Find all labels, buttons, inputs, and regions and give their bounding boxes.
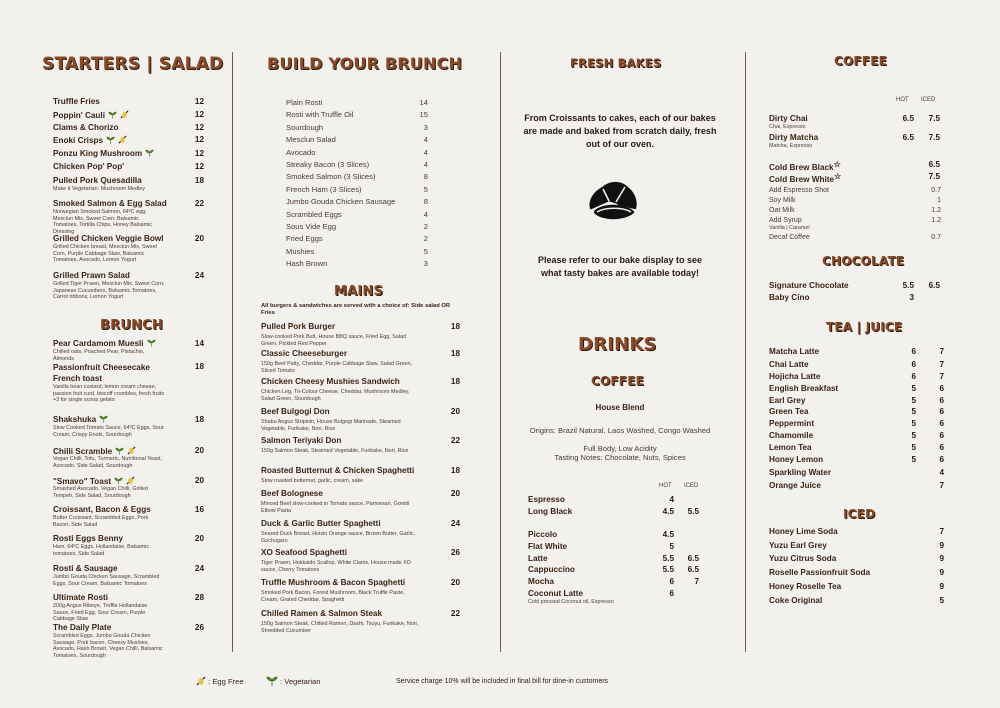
iced-price: 5.5 <box>687 507 699 516</box>
house-blend: House Blend <box>595 403 645 412</box>
iced-price: 6 <box>939 419 944 428</box>
menu-item-price: 12 <box>194 149 204 158</box>
menu-item-price: 22 <box>450 436 460 445</box>
menu-item-description: 150g Salmon Steak, Steamed Vegetable, Furikake, Nori, Rice <box>261 448 409 454</box>
menu-item-name: Flat White <box>528 542 568 551</box>
iced-price: 6 <box>939 396 944 405</box>
menu-item-name: Chilli Scramble <box>53 446 136 456</box>
coffee-title: COFFEE <box>834 54 887 68</box>
menu-item-name: Orange Juice <box>769 481 821 490</box>
hot-price: 5 <box>669 542 674 551</box>
menu-item-description: Ham, 64ºC Eggs, Hollandaise, Balsamic tomatoes, Side Salad <box>53 544 150 557</box>
menu-item-description: 150g Beef Patty, Cheddar, Purple Cabbage Slaw, Salad Green, Sliced Tomato <box>261 361 412 374</box>
addon-name: Decaf Coffee <box>769 234 810 241</box>
menu-item-name: Salmon Teriyaki Don <box>261 436 342 445</box>
egg-free-icon <box>120 110 129 119</box>
iced-price: 6 <box>939 407 944 416</box>
hot-price: 4.5 <box>662 530 674 539</box>
menu-item-price: 9 <box>939 554 944 563</box>
menu-item-price: 16 <box>194 505 204 514</box>
menu-item-name: Rosti with Truffle Oil <box>286 110 354 120</box>
menu-item-name: Espresso <box>528 495 565 504</box>
vegetarian-icon <box>115 447 124 455</box>
menu-item-price: 14 <box>194 339 204 348</box>
star-icon: ☆ <box>834 172 842 181</box>
menu-item-description: Jumbo Gouda Chicken Sausage, Scrambled Eggs, Sour Cream, Balsamic Tomatoes <box>53 574 160 587</box>
menu-item-name: Peppermint <box>769 419 815 428</box>
menu-item-price: 26 <box>450 548 460 557</box>
iced-price: 7 <box>939 360 944 369</box>
menu-item-price: 4 <box>423 147 428 157</box>
addon-price: 1.2 <box>931 217 941 224</box>
menu-item-name: Signature Chocolate <box>769 281 849 290</box>
menu-item-description: Vanilla bean custard, lemon cream cheese, passion fruit curd, biscoff crumbles, fresh fruits +3 for single scoop gelato <box>53 384 165 404</box>
menu-item-price: 20 <box>194 476 204 485</box>
menu-item-name: Cappuccino <box>528 565 575 574</box>
menu-item-name: Chilled Ramen & Salmon Steak <box>261 609 383 618</box>
menu-item-name: Yuzu Earl Grey <box>769 541 827 550</box>
menu-item-description: Norwegian Smoked Salmon, 64ºC egg, Mesclun Mix, Sweet Corn, Balsamic Tomatoes, Tortilla Chips, Honey Balsamic Dressing <box>53 209 153 235</box>
menu-item-name: Chamomile <box>769 431 814 440</box>
menu-item-name: Dirty Chai <box>769 114 808 123</box>
hot-price: 3 <box>909 293 914 302</box>
drinks-coffee-title: COFFEE <box>591 374 644 388</box>
menu-item-name: Passionfruit Cheesecake French toast <box>53 363 150 383</box>
menu-item-name: Roselle Passionfruit Soda <box>769 568 871 577</box>
hot-header: HOT <box>659 483 672 489</box>
menu-item-description: Tiger Prawn, Hokkaido Scallop, White Clams, House made XO sauce, Cherry Tomatoes <box>261 560 411 573</box>
menu-item-description: Minced Beef slow-cooked in Tomato sauce, Parmesan, Gomiti Elbow Pasta <box>261 501 410 514</box>
hot-price: 5 <box>911 396 916 405</box>
menu-item-name: Smoked Salmon (3 Slices) <box>286 172 376 182</box>
menu-item-name: Green Tea <box>769 407 809 416</box>
iced-price: 7 <box>939 372 944 381</box>
menu-item-price: 28 <box>194 593 204 602</box>
menu-item-price: 20 <box>450 578 460 587</box>
menu-item-name: Latte <box>528 554 548 563</box>
menu-item-price: 4 <box>423 135 428 145</box>
iced-price: 6.5 <box>928 281 940 290</box>
hot-price: 5.5 <box>662 554 674 563</box>
hot-price: 6 <box>911 347 916 356</box>
menu-item-name: Mesclun Salad <box>286 135 336 145</box>
menu-item-name: Shakshuka <box>53 415 108 424</box>
menu-item-name: Coke Original <box>769 596 823 605</box>
hot-price: 6.5 <box>902 114 914 123</box>
menu-item-price: 14 <box>419 98 428 107</box>
menu-item-price: 7 <box>939 527 944 536</box>
menu-item-name: Yuzu Citrus Soda <box>769 554 837 563</box>
drinks-title: DRINKS <box>578 334 657 355</box>
menu-item-name: The Daily Plate <box>53 623 112 632</box>
menu-item-description: Chai, Espresso <box>769 124 806 130</box>
menu-item-name: French Ham (3 Slices) <box>286 184 362 194</box>
menu-item-name: Grilled Chicken Veggie Bowl <box>53 234 164 243</box>
addon-name: Add Espresso Shot <box>769 187 829 194</box>
hot-price: 6.5 <box>902 133 914 142</box>
menu-item-price: 12 <box>194 110 204 119</box>
hot-price: 5.5 <box>902 281 914 290</box>
menu-item-price: 24 <box>194 564 204 573</box>
menu-item-description: Chilled oats, Poached Pear, Pistachio, Almonds <box>53 349 145 362</box>
iced-title: ICED <box>843 507 876 521</box>
menu-item-name: Streaky Bacon (3 Slices) <box>286 160 370 169</box>
menu-item-price: 18 <box>450 466 460 475</box>
menu-item-name: Croissant, Bacon & Eggs <box>53 505 151 514</box>
iced-price: 6 <box>939 443 944 452</box>
menu-item-price: 18 <box>450 349 460 358</box>
hot-price: 5 <box>911 443 916 452</box>
vegetarian-icon <box>147 339 156 347</box>
menu-item-name: Hash Brown <box>286 259 328 269</box>
menu-item-name: Poppin' Cauli <box>53 110 129 120</box>
iced-price: 7.5 <box>928 114 940 123</box>
menu-item-name: Chicken Cheesy Mushies Sandwich <box>261 377 400 386</box>
iced-price: 6.5 <box>687 565 699 574</box>
menu-item-price: 20 <box>194 534 204 543</box>
menu-item-price: 9 <box>939 541 944 550</box>
hot-header: HOT <box>896 97 909 103</box>
tasting-notes: Tasting Notes: Chocolate, Nuts, Spices <box>554 453 686 462</box>
coffee-origins: Origins: Brazil Natural, Laos Washed, Congo Washed <box>529 426 711 435</box>
menu-item-price: 20 <box>450 489 460 498</box>
menu-item-name: Honey Lime Soda <box>769 527 838 536</box>
croissant-icon <box>585 174 641 226</box>
menu-item-name: Cold Brew Black☆ <box>769 160 841 172</box>
menu-item-price: 4 <box>423 209 428 219</box>
menu-item-price: 5 <box>423 246 428 256</box>
menu-item-price: 12 <box>194 97 204 106</box>
menu-item-price: 5 <box>423 184 428 194</box>
starters-title: STARTERS | SALAD <box>42 54 224 74</box>
menu-item-name: Mocha <box>528 577 554 586</box>
addon-name: Soy Milk <box>769 197 796 204</box>
build-title: BUILD YOUR BRUNCH <box>267 54 463 73</box>
vegetarian-icon <box>114 477 123 485</box>
hot-price: 5 <box>911 384 916 393</box>
menu-item-description: 150g Salmon Steak, Chilled Ramen, Dashi, Tsuyu, Furikake, Nori, Shredded Cucumber <box>261 621 419 634</box>
menu-item-price: 18 <box>194 415 204 424</box>
menu-item-price: 5 <box>939 596 944 605</box>
menu-item-price: 20 <box>194 446 204 455</box>
hot-price: 6 <box>669 589 674 598</box>
iced-header: ICED <box>684 483 699 489</box>
menu-item-name: Coconut Latte <box>528 589 584 598</box>
menu-item-name: Dirty Matcha <box>769 133 819 142</box>
iced-price: 7 <box>939 481 944 490</box>
menu-item-name: Earl Grey <box>769 396 806 405</box>
menu-item-price: 9 <box>939 582 944 591</box>
iced-price: 7 <box>939 347 944 356</box>
menu-item-price: 8 <box>423 172 428 182</box>
menu-item-description: Seared Duck Breast, Hoisin Orange sauce, Brown Butter, Garlic, Gochugaru <box>261 531 416 544</box>
menu-item-name: Truffle Fries <box>53 97 100 106</box>
menu-item-name: Sparkling Water <box>769 468 832 477</box>
iced-price: 6.5 <box>687 554 699 563</box>
menu-item-price: 18 <box>194 176 204 185</box>
hot-price: 6 <box>669 577 674 586</box>
iced-price: 7 <box>694 577 699 586</box>
mains-note: All burgers & sandwiches are served with a choice of: Side salad OR Fries <box>261 303 451 316</box>
iced-price: 4 <box>939 468 944 477</box>
menu-item-name: Rosti Eggs Benny <box>53 534 124 543</box>
menu-item-description: Grilled Chicken breast, Mesclun Mix, Sweet Corn, Purple Cabbage Slaw, Balsamic Tomatoes, Avocado, Lemon Yogurt <box>53 244 157 264</box>
hot-price: 4 <box>669 495 674 504</box>
iced-price: 6 <box>939 384 944 393</box>
hot-price: 5 <box>911 455 916 464</box>
column-divider <box>745 52 746 652</box>
menu-item-name: Avocado <box>286 147 316 157</box>
hot-price: 5.5 <box>662 565 674 574</box>
addon-name: Add Syrup <box>769 217 802 224</box>
vegetarian-icon <box>106 136 115 144</box>
menu-item-name: Grilled Prawn Salad <box>53 271 130 280</box>
addon-description: Vanilla | Caramel <box>769 225 810 231</box>
menu-item-name: Enoki Crisps <box>53 135 127 145</box>
menu-item-price: 20 <box>194 234 204 243</box>
menu-item-price: 2 <box>423 222 428 231</box>
menu-item-name: "Smavo" Toast <box>53 476 135 486</box>
vegetarian-icon <box>266 676 278 686</box>
menu-item-name: Mushies <box>286 246 315 256</box>
menu-item-price: 18 <box>450 322 460 331</box>
hot-price: 6 <box>911 372 916 381</box>
menu-item-name: Clams & Chorizo <box>53 123 119 132</box>
menu-item-price: 18 <box>450 377 460 386</box>
menu-item-name: Long Black <box>528 507 573 516</box>
egg-free-label: : Egg Free <box>208 677 244 686</box>
star-icon: ☆ <box>833 160 841 169</box>
tea-title: TEA | JUICE <box>826 320 903 334</box>
iced-price: 6 <box>939 455 944 464</box>
menu-item-price: 18 <box>194 362 204 371</box>
egg-free-icon <box>196 676 206 686</box>
menu-item-name: Smoked Salmon & Egg Salad <box>53 199 167 208</box>
menu-item-description: Vegan Chilli, Tofu, Turmeric, Nutritional Yeast, Avocado, Side Salad, Sourdough <box>53 456 162 469</box>
hot-price: 6 <box>911 360 916 369</box>
addon-price: 0.7 <box>931 187 941 194</box>
hot-price: 5 <box>911 431 916 440</box>
menu-item-description: Scrambled Eggs, Jumbo Gouda Chicken Sausage, Pork bacon, Cheesy Mushies, Avocado, Hash Brown, Vegan Chilli, Balsamic Tomatoes, Sourdough <box>53 633 163 659</box>
hot-price: 5 <box>911 419 916 428</box>
menu-item-name: Ponzu King Mushroom <box>53 149 154 158</box>
menu-item-description: Make it Vegetarian: Mushroom Medley <box>53 186 145 192</box>
bakes-display-text: Please refer to our bake display to see what tasty bakes are available today! <box>537 255 703 278</box>
iced-price: 6 <box>939 431 944 440</box>
menu-item-name: Honey Lemon <box>769 455 824 464</box>
menu-item-price: 3 <box>423 122 428 132</box>
menu-item-name: Rosti & Sausage <box>53 564 118 573</box>
footer-legend <box>196 676 321 686</box>
menu-item-description: Slow-cooked Pork Butt, House BBQ sauce, Fried Egg, Salad Green, Pickled Red Pepper <box>261 334 407 347</box>
menu-item-name: Cold Brew White☆ <box>769 172 842 184</box>
menu-item-name: Matcha Latte <box>769 347 820 356</box>
vegetarian-icon <box>108 111 117 119</box>
menu-item-name: Classic Cheeseburger <box>261 349 348 358</box>
brunch-title: BRUNCH <box>100 318 163 333</box>
menu-item-name: Baby Cino <box>769 293 810 302</box>
menu-item-name: Duck & Garlic Butter Spaghetti <box>261 519 381 528</box>
menu-item-price: 20 <box>450 407 460 416</box>
menu-item-price: 24 <box>450 519 460 528</box>
menu-item-price: 15 <box>419 110 428 120</box>
addon-price: 1.2 <box>931 207 941 214</box>
vegetarian-icon <box>99 415 108 423</box>
menu-item-name: Hojicha Latte <box>769 372 821 381</box>
menu-item-name: Beef Bolognese <box>261 489 323 498</box>
menu-item-name: Pulled Pork Burger <box>261 322 336 331</box>
menu-item-name: Sous Vide Egg <box>286 222 337 231</box>
vegetarian-icon <box>145 149 154 157</box>
menu-item-description: Chicken Leg, Tri-Colour Cheese, Cheddar, Mushroom Medley, Salad Green, Sourdough <box>261 389 410 402</box>
iced-price: 6.5 <box>928 160 940 169</box>
addon-price: 0.7 <box>931 234 941 241</box>
menu-item-description: Matcha, Espresso <box>769 143 813 149</box>
menu-item-description: Grilled Tiger Prawn, Mesclun Mix, Sweet Corn, Japanese Cucumbers, Balsamic Tomatoes, Carrot ribbons, Lemon Yogurt <box>53 281 165 301</box>
vegetarian-label: : Vegetarian <box>279 677 321 686</box>
service-charge-note: Service charge 10% will be included in final bill for dine-in customers <box>396 678 609 685</box>
menu-item-name: Roasted Butternut & Chicken Spaghetti <box>261 466 415 475</box>
menu-item-price: 24 <box>194 271 204 280</box>
menu-item-price: 22 <box>194 199 204 208</box>
column-divider <box>500 52 501 652</box>
menu-item-price: 2 <box>423 234 428 244</box>
bakes-text: From Croissants to cakes, each of our bakes are made and baked from scratch daily, fresh out of our oven. <box>523 113 717 149</box>
menu-item-price: 8 <box>423 197 428 207</box>
menu-item-description: Smashed Avocado, Vegan Chilli, Grilled Tempeh, Side Salad, Sourdough <box>53 486 148 499</box>
menu-item-price: 4 <box>423 160 428 169</box>
menu-item-name: Honey Roselle Tea <box>769 582 842 591</box>
egg-free-icon <box>127 446 136 455</box>
menu-item-name: Chicken Pop' Pop' <box>53 162 125 171</box>
menu-item-name: Pear Cardamom Muesli <box>53 339 156 348</box>
menu-item-name: XO Seafood Spaghetti <box>261 548 347 557</box>
menu-item-name: English Breakfast <box>769 384 839 393</box>
addon-name: Oat Milk <box>769 207 795 214</box>
hot-price: 5 <box>911 407 916 416</box>
menu-item-name: Fried Eggs <box>286 234 323 244</box>
menu-item-name: Piccolo <box>528 530 558 539</box>
menu-item-price: 12 <box>194 135 204 144</box>
menu-item-name: Jumbo Gouda Chicken Sausage <box>286 197 396 207</box>
menu-item-price: 12 <box>194 123 204 132</box>
bakes-title: FRESH BAKES <box>570 56 662 70</box>
menu-item-price: 22 <box>450 609 460 618</box>
iced-header: ICED <box>921 97 936 103</box>
menu-item-description: Slow roasted butternut, garlic, cream, sake <box>261 478 364 484</box>
menu-item-description: Slow Cooked Tomato Sauce, 64ºC Eggs, Sour Cream, Crispy Enoki, Sourdough <box>53 425 164 438</box>
menu-item-name: Truffle Mushroom & Bacon Spaghetti <box>261 578 406 587</box>
iced-price: 7.5 <box>928 133 940 142</box>
chocolate-title: CHOCOLATE <box>822 254 905 268</box>
menu-item-name: Pulled Pork Quesadilla <box>53 176 142 185</box>
menu-item-description: Smoked Pork Bacon, Forest Mushroom, Black Truffle Paste, Cream, Grated Cheddar, Spaghetti <box>261 590 405 603</box>
egg-free-icon <box>126 476 135 485</box>
menu-item-description: Butter Croissant, Scrambled Eggs, Pork Bacon, Side Salad <box>53 515 149 528</box>
menu-item-name: Sourdough <box>286 122 324 132</box>
menu-item-name: Lemon Tea <box>769 443 812 452</box>
addon-price: 1 <box>937 197 941 204</box>
menu-item-description: 200g Angus Ribeye, Truffle Hollandaise Sauce, Fried Egg, Sour Cream, Purple Cabbage Slaw <box>53 603 148 623</box>
menu-item-name: Scrambled Eggs <box>286 209 342 219</box>
menu-item-description: Shabu Angus Striploin, House Bulgogi Marinade, Steamed Vegetable, Furikake, Nori, Rice <box>261 419 401 432</box>
coffee-body: Full Body, Low Acidity <box>583 444 657 453</box>
menu-item-price: 12 <box>194 162 204 171</box>
hot-price: 4.5 <box>662 507 674 516</box>
menu-item-price: 3 <box>423 259 428 269</box>
menu-item-name: Ultimate Rosti <box>53 593 109 602</box>
column-divider <box>232 52 233 652</box>
menu-item-description: Cold pressed Coconut oil, Espresso <box>528 599 614 605</box>
menu-item-price: 9 <box>939 568 944 577</box>
menu-item-name: Beef Bulgogi Don <box>261 407 330 416</box>
iced-price: 7.5 <box>928 172 940 181</box>
menu-item-name: Chai Latte <box>769 360 809 369</box>
egg-free-icon <box>118 135 127 144</box>
menu-item-price: 26 <box>194 623 204 632</box>
menu-item-name: Plain Rosti <box>286 98 323 107</box>
mains-title: MAINS <box>334 284 384 299</box>
